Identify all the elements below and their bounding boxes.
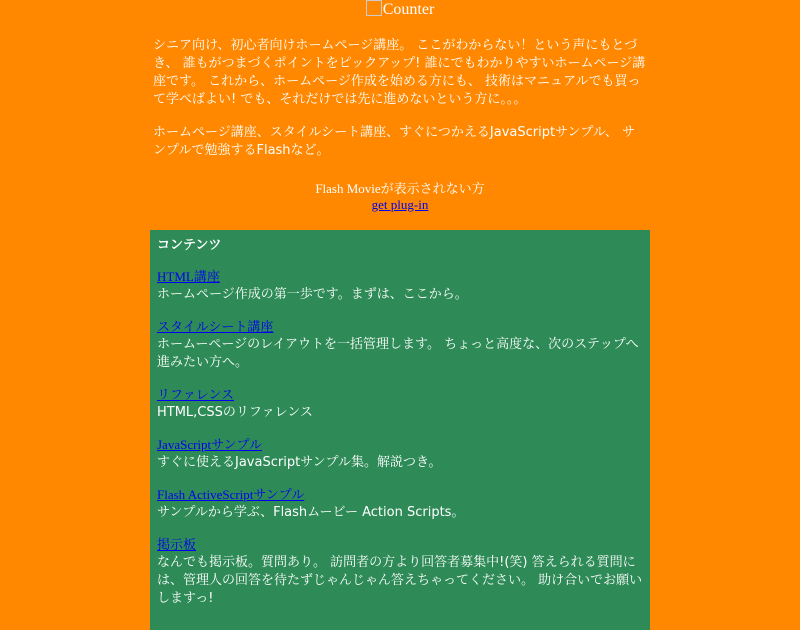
flash-notice bbox=[0, 181, 800, 213]
reference-desc: HTML,CSSのリファレンス bbox=[157, 405, 313, 420]
reference-link[interactable]: リファレンス bbox=[157, 387, 235, 402]
content-item-html bbox=[157, 268, 643, 304]
counter bbox=[0, 0, 800, 18]
stylesheet-course-link[interactable]: スタイルシート講座 bbox=[157, 319, 274, 334]
javascript-samples-link[interactable]: JavaScriptサンプル bbox=[157, 437, 262, 452]
flash-note-text: Flash Movieが表示されない方 bbox=[315, 181, 485, 196]
intro-paragraph-2: ホームページ講座、スタイルシート講座、すぐにつかえるJavaScriptサンプル、 サンプルで勉強するFlashなど。 bbox=[153, 125, 635, 158]
intro-paragraph-1: シニア向け、初心者向けホームページ講座。 ここがわからない！という声にもとづき、 誰もがつまづくポイントをピックアップ! 誰にでもわかりやすいホームページ講座です。 これから、ホームページ作成を始める方にも、 技術はマニュアルでも買って学べばよい! でも、それだけでは先に進めないという方に。。。 bbox=[153, 38, 646, 107]
contents-title: コンテンツ bbox=[157, 238, 222, 253]
content-item-javascript bbox=[157, 436, 643, 472]
contents-panel bbox=[150, 230, 650, 630]
content-item-flash bbox=[157, 486, 643, 522]
content-item-stylesheet bbox=[157, 318, 643, 372]
flash-samples-link[interactable]: Flash ActiveScriptサンプル bbox=[157, 487, 305, 502]
flash-samples-desc: サンプルから学ぶ、Flashムービー Action Scripts。 bbox=[157, 505, 465, 520]
javascript-samples-desc: すぐに使えるJavaScriptサンプル集。解説つき。 bbox=[157, 455, 442, 470]
html-course-desc: ホームページ作成の第一歩です。まずは、ここから。 bbox=[157, 287, 468, 302]
bulletin-board-link[interactable]: 掲示板 bbox=[157, 537, 197, 552]
stylesheet-course-desc: ホームーページのレイアウトを一括管理します。 ちょっと高度な、次のステップへ進みたい方へ。 bbox=[157, 337, 639, 370]
get-plugin-link[interactable]: get plug-in bbox=[371, 197, 429, 212]
html-course-link[interactable]: HTML講座 bbox=[157, 269, 220, 284]
counter-label: Counter bbox=[382, 1, 435, 18]
content-item-bbs bbox=[157, 536, 643, 608]
content-item-reference bbox=[157, 386, 643, 422]
bulletin-board-desc: なんでも掲示板。質問あり。 訪問者の方より回答者募集中!(笑) 答えられる質問には、管理人の回答を待たずじゃんじゃん答えちゃってください。 助け合いでお願いしますっ! bbox=[157, 555, 643, 606]
intro-text bbox=[153, 37, 646, 160]
broken-image-icon bbox=[366, 0, 382, 16]
